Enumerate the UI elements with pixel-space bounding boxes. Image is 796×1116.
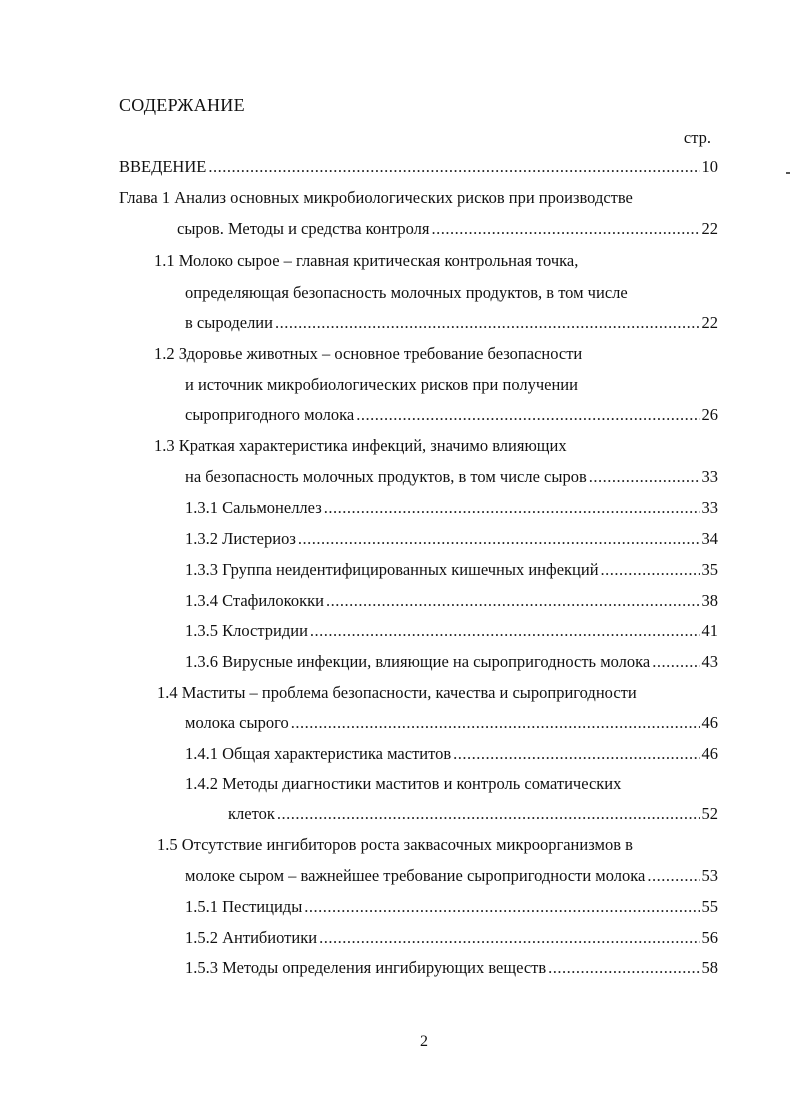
toc-entry-1-5-2[interactable] — [185, 928, 718, 948]
page-title: СОДЕРЖАНИЕ — [119, 95, 245, 115]
toc-entry-1-1-line2[interactable]: определяющая безопасность молочных продуктов, в том числе — [185, 283, 628, 302]
toc-entry-text: молока сырого — [185, 713, 289, 732]
toc-entry-text: 1.3.5 Клостридии — [185, 621, 308, 640]
toc-entry-1-5-1[interactable] — [185, 897, 718, 917]
toc-entry-text: 1.5.3 Методы определения ингибирующих веществ — [185, 958, 547, 977]
dot-leader — [356, 405, 699, 425]
toc-entry-text: 1.3.2 Листериоз — [185, 529, 296, 548]
toc-entry-text: 1.5.1 Пестициды — [185, 897, 303, 916]
toc-entry-page: 33 — [701, 498, 718, 517]
toc-entry-page: 22 — [701, 313, 718, 332]
toc-entry-page: 56 — [701, 928, 718, 947]
toc-entry-1-2-line2[interactable]: и источник микробиологических рисков при получении — [185, 375, 578, 394]
toc-entry-1-5-line1[interactable]: 1.5 Отсутствие ингибиторов роста заквасочных микроорганизмов в — [157, 835, 633, 854]
toc-entry-text: ВВЕДЕНИЕ — [119, 157, 207, 176]
toc-entry-1-3-line1[interactable]: 1.3 Краткая характеристика инфекций, значимо влияющих — [154, 436, 567, 455]
dot-leader — [647, 866, 699, 886]
toc-entry-page: 58 — [701, 958, 718, 977]
toc-entry-1-1-line1[interactable]: 1.1 Молоко сырое – главная критическая контрольная точка, — [154, 251, 579, 270]
toc-entry-page: 55 — [701, 897, 718, 916]
dot-leader — [431, 219, 699, 239]
dot-leader — [324, 498, 700, 518]
dot-leader — [601, 560, 700, 580]
toc-entry-1-1[interactable] — [185, 313, 718, 333]
toc-entry-page: 10 — [701, 157, 718, 176]
toc-entry-page: 34 — [701, 529, 718, 548]
dot-leader — [208, 157, 699, 177]
toc-entry-text: 1.5.2 Антибиотики — [185, 928, 318, 947]
dot-leader — [326, 591, 700, 611]
toc-entry-text: 1.3.3 Группа неидентифицированных кишечных инфекций — [185, 560, 599, 579]
toc-entry-1-3-2[interactable] — [185, 529, 718, 549]
toc-entry-1-4-1[interactable] — [185, 744, 718, 764]
toc-entry-1-2[interactable] — [185, 405, 718, 425]
toc-entry-page: 26 — [701, 405, 718, 424]
toc-entry-text: 1.3.6 Вирусные инфекции, влияющие на сыропригодность молока — [185, 652, 651, 671]
dot-leader — [298, 529, 700, 549]
scan-artifact-mark — [786, 172, 790, 174]
page-column-header: стр. — [683, 128, 711, 147]
toc-entry-1-3-6[interactable] — [185, 652, 718, 672]
toc-entry-text: клеток — [228, 804, 275, 823]
toc-entry-1-3-1[interactable] — [185, 498, 718, 518]
toc-entry-page: 52 — [701, 804, 718, 823]
toc-entry-text: молоке сыром – важнейшее требование сыропригодности молока — [185, 866, 646, 885]
toc-entry-text: на безопасность молочных продуктов, в том числе сыров — [185, 467, 587, 486]
dot-leader — [453, 744, 699, 764]
toc-entry-page: 43 — [701, 652, 718, 671]
dot-leader — [652, 652, 699, 672]
toc-entry-chapter1[interactable] — [177, 219, 718, 239]
toc-entry-text: сыропригодного молока — [185, 405, 355, 424]
toc-entry-text: сыров. Методы и средства контроля — [177, 219, 430, 238]
toc-entry-1-5-3[interactable] — [185, 958, 718, 978]
toc-entry-1-3[interactable] — [185, 467, 718, 487]
toc-entry-1-5[interactable] — [185, 866, 718, 886]
toc-entry-1-2-line1[interactable]: 1.2 Здоровье животных – основное требование безопасности — [154, 344, 583, 363]
dot-leader — [304, 897, 699, 917]
toc-entry-page: 46 — [701, 713, 718, 732]
toc-entry-page: 33 — [701, 467, 718, 486]
toc-entry-page: 41 — [701, 621, 718, 640]
toc-entry-1-4[interactable] — [185, 713, 718, 733]
toc-entry-page: 22 — [701, 219, 718, 238]
toc-entry-page: 35 — [701, 560, 718, 579]
dot-leader — [319, 928, 699, 948]
toc-entry-text: 1.4.1 Общая характеристика маститов — [185, 744, 452, 763]
toc-entry-text: 1.3.4 Стафилококки — [185, 591, 324, 610]
toc-entry-page: 46 — [701, 744, 718, 763]
dot-leader — [589, 467, 700, 487]
dot-leader — [548, 958, 699, 978]
toc-entry-1-3-4[interactable] — [185, 591, 718, 611]
toc-entry-1-4-2[interactable] — [228, 804, 718, 824]
toc-entry-1-4-line1[interactable]: 1.4 Маститы – проблема безопасности, качества и сыропригодности — [157, 683, 637, 702]
toc-entry-chapter1-line1[interactable]: Глава 1 Анализ основных микробиологических рисков при производстве — [119, 188, 633, 207]
dot-leader — [275, 313, 700, 333]
toc-entry-1-4-2-line1[interactable]: 1.4.2 Методы диагностики маститов и контроль соматических — [185, 774, 622, 793]
dot-leader — [277, 804, 700, 824]
toc-entry-page: 38 — [701, 591, 718, 610]
toc-entry-1-3-3[interactable] — [185, 560, 718, 580]
toc-entry-1-3-5[interactable] — [185, 621, 718, 641]
toc-entry-text: в сыроделии — [185, 313, 273, 332]
dot-leader — [310, 621, 700, 641]
toc-entry-intro[interactable] — [119, 157, 718, 177]
page-number: 2 — [420, 1033, 428, 1050]
toc-entry-page: 53 — [701, 866, 718, 885]
toc-entry-text: 1.3.1 Сальмонеллез — [185, 498, 322, 517]
dot-leader — [291, 713, 700, 733]
